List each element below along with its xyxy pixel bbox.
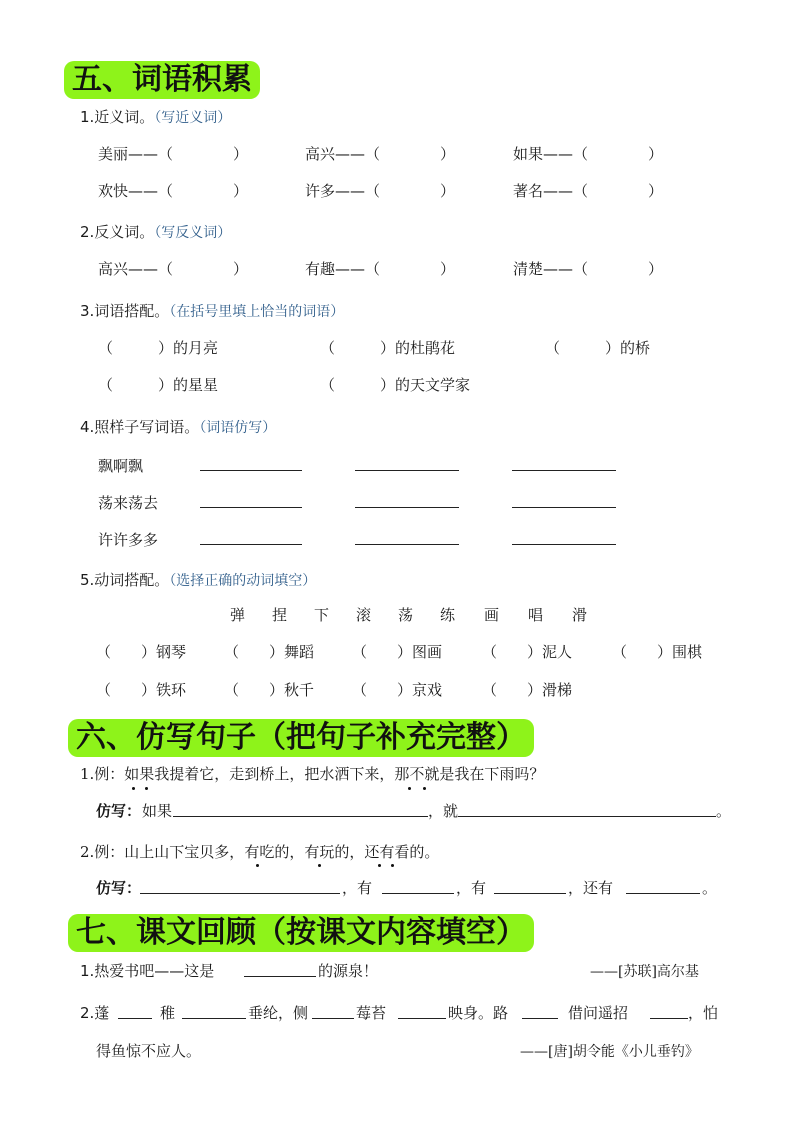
- answer-blank[interactable]: [512, 507, 616, 508]
- emphasis-dot: [145, 787, 148, 790]
- s7q2-g: ，怕: [688, 1004, 719, 1022]
- emphasis-dot: [423, 787, 426, 790]
- q5-label: 5.动词搭配。（选择正确的动词填空）: [80, 571, 317, 589]
- emphasis-dot: [391, 864, 394, 867]
- verb-option: 下: [314, 606, 330, 624]
- answer-blank[interactable]: [182, 1018, 246, 1019]
- q5-item: （ ）舞蹈: [224, 643, 315, 661]
- answer-blank[interactable]: [382, 893, 454, 894]
- s7q2-a: 2.蓬: [80, 1004, 110, 1022]
- q3-item: （ ）的天文学家: [320, 376, 471, 394]
- q5-note: （选择正确的动词填空）: [169, 573, 317, 589]
- answer-blank[interactable]: [118, 1018, 152, 1019]
- q2-label: 2.反义词。（写反义词）: [80, 223, 232, 241]
- q1-item: 著名——（ ）: [513, 182, 664, 200]
- s7q1-source: ——[苏联]高尔基: [590, 964, 699, 980]
- s6q1-answer-label: 仿写：: [96, 802, 142, 820]
- verb-option: 荡: [398, 606, 414, 624]
- verb-option: 捏: [272, 606, 288, 624]
- q5-item: （ ）滑梯: [482, 681, 573, 699]
- q3-note: （在括号里填上恰当的词语）: [169, 304, 345, 320]
- q5-item: （ ）泥人: [482, 643, 573, 661]
- q4-word: 飘啊飘: [98, 457, 144, 475]
- answer-blank[interactable]: [200, 470, 302, 471]
- q2-note: （写反义词）: [154, 225, 232, 241]
- q3-label: 3.词语搭配。（在括号里填上恰当的词语）: [80, 302, 345, 320]
- answer-blank[interactable]: [355, 544, 459, 545]
- section-seven-header: 七、课文回顾（按课文内容填空）: [68, 914, 534, 952]
- answer-blank[interactable]: [173, 816, 428, 817]
- q1-item: 许多——（ ）: [305, 182, 456, 200]
- q4-label: 4.照样子写词语。（词语仿写）: [80, 418, 277, 436]
- answer-blank[interactable]: [200, 507, 302, 508]
- q5-item: （ ）围棋: [612, 643, 703, 661]
- q2-item: 高兴——（ ）: [98, 260, 249, 278]
- s7q1-text-a: 1.热爱书吧——这是: [80, 962, 215, 980]
- q1-item: 美丽——（ ）: [98, 145, 249, 163]
- verb-option: 滑: [572, 606, 588, 624]
- answer-blank[interactable]: [244, 976, 316, 977]
- emphasis-dot: [318, 864, 321, 867]
- answer-blank[interactable]: [458, 816, 716, 817]
- answer-blank[interactable]: [140, 893, 340, 894]
- q5-item: （ ）钢琴: [96, 643, 187, 661]
- answer-blank[interactable]: [494, 893, 566, 894]
- q2-item: 有趣——（ ）: [305, 260, 456, 278]
- q4-word: 许许多多: [98, 531, 159, 549]
- q5-item: （ ）铁环: [96, 681, 187, 699]
- s7q2-f: 借问遥招: [568, 1004, 629, 1022]
- section-five-header: 五、词语积累: [64, 61, 260, 99]
- s6q2-end: 。: [702, 879, 718, 897]
- answer-blank[interactable]: [522, 1018, 558, 1019]
- answer-blank[interactable]: [626, 893, 700, 894]
- s7q2-c: 垂纶，侧: [248, 1004, 309, 1022]
- answer-blank[interactable]: [312, 1018, 354, 1019]
- q5-item: （ ）秋千: [224, 681, 315, 699]
- q1-item: 欢快——（ ）: [98, 182, 249, 200]
- q1-label: 1.近义词。（写近义词）: [80, 108, 232, 126]
- s6q2-p1: ，有: [342, 879, 373, 897]
- answer-blank[interactable]: [200, 544, 302, 545]
- s6q1-example: 1.例：如果我提着它，走到桥上，把水洒下来，那不就是我在下雨吗？: [80, 765, 545, 783]
- verb-option: 弹: [230, 606, 246, 624]
- answer-blank[interactable]: [355, 507, 459, 508]
- s6q2-example: 2.例：山上山下宝贝多，有吃的，有玩的，还有看的。: [80, 843, 440, 861]
- q3-item: （ ）的星星: [98, 376, 219, 394]
- answer-blank[interactable]: [398, 1018, 446, 1019]
- q1-item: 如果——（ ）: [513, 145, 664, 163]
- verb-option: 唱: [528, 606, 544, 624]
- section-six-header: 六、仿写句子（把句子补充完整）: [68, 719, 534, 757]
- q3-item: （ ）的月亮: [98, 339, 219, 357]
- verb-option: 练: [440, 606, 456, 624]
- emphasis-dot: [378, 864, 381, 867]
- s6q2-answer-label: 仿写：: [96, 879, 142, 897]
- s6q1-part1: 如果: [142, 802, 173, 820]
- q3-item: （ ）的桥: [545, 339, 651, 357]
- s7q2-b: 稚: [160, 1004, 176, 1022]
- q3-item: （ ）的杜鹃花: [320, 339, 456, 357]
- emphasis-dot: [408, 787, 411, 790]
- s7q2-d: 莓苔: [356, 1004, 387, 1022]
- s6q1-part2: ，就: [428, 802, 459, 820]
- s7q2-source: ——[唐]胡令能《小儿垂钓》: [520, 1044, 699, 1060]
- q4-note: （词语仿写）: [199, 420, 277, 436]
- q1-note: （写近义词）: [154, 110, 232, 126]
- q5-item: （ ）图画: [352, 643, 443, 661]
- s7q1-text-b: 的源泉！: [318, 962, 379, 980]
- s7q2-line2: 得鱼惊不应人。: [96, 1042, 202, 1060]
- s6q2-p3: ，还有: [568, 879, 614, 897]
- answer-blank[interactable]: [512, 544, 616, 545]
- verb-option: 滚: [356, 606, 372, 624]
- q1-item: 高兴——（ ）: [305, 145, 456, 163]
- s7q2-e: 映身。路: [448, 1004, 509, 1022]
- answer-blank[interactable]: [512, 470, 616, 471]
- s6q1-end: 。: [716, 802, 732, 820]
- q5-item: （ ）京戏: [352, 681, 443, 699]
- answer-blank[interactable]: [355, 470, 459, 471]
- emphasis-dot: [132, 787, 135, 790]
- q2-item: 清楚——（ ）: [513, 260, 664, 278]
- q4-word: 荡来荡去: [98, 494, 159, 512]
- emphasis-dot: [256, 864, 259, 867]
- s6q2-p2: ，有: [456, 879, 487, 897]
- verb-option: 画: [484, 606, 500, 624]
- answer-blank[interactable]: [650, 1018, 688, 1019]
